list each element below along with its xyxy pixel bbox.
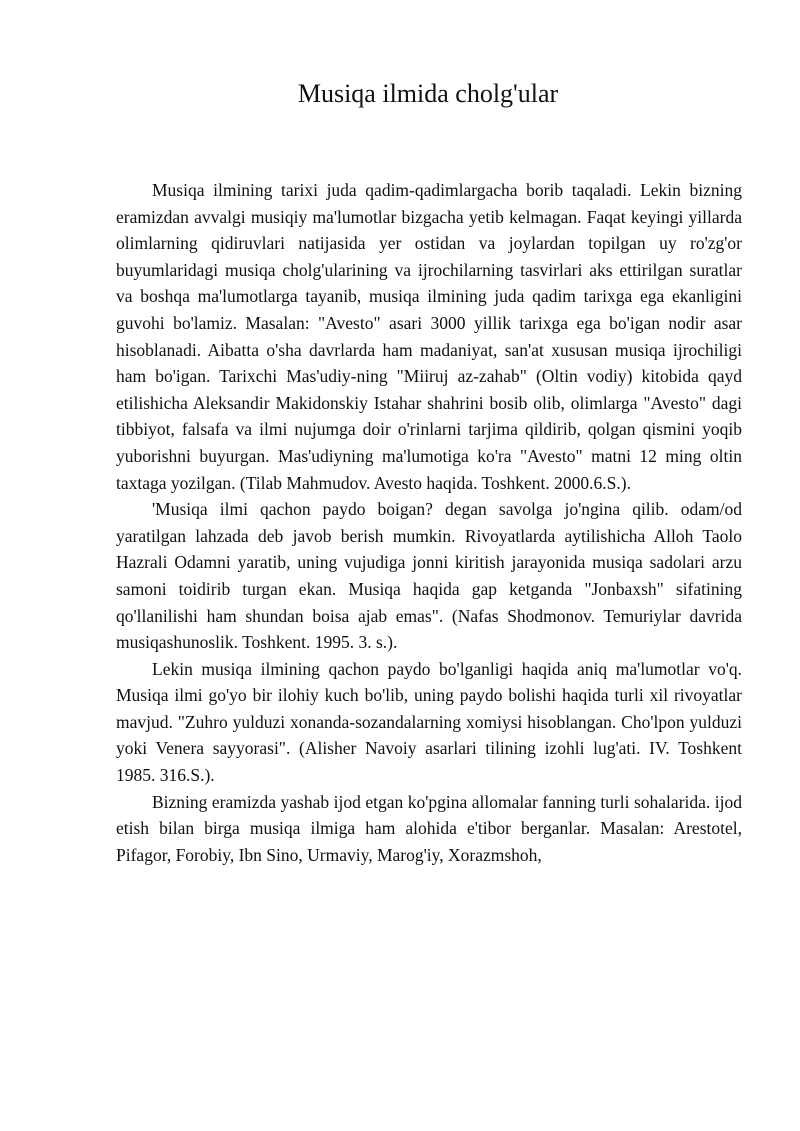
page-title: Musiqa ilmida cholg'ular xyxy=(297,79,559,108)
document-body xyxy=(116,177,742,868)
paragraph-history: Musiqa ilmining tarixi juda qadim-qadimlargacha borib taqaladi. Lekin bizning eramizdan avvalgi musiqiy ma'lumotlar bizgacha yetib kelmagan. Faqat keyingi yillarda olimlarning qidiruvlari natijasida yer ostidan va joylardan topilgan uy ro'zg'or buyumlaridagi musiqa cholg'ularining va ijrochilarning tasvirlari aks ettirilgan suratlar va boshqa ma'lumotlarga tayanib, musiqa ilmining juda qadim tarixga ega ekanligini guvohi bo'lamiz. Masalan: "Avesto" asari 3000 yillik tarixga ega bo'igan nodir asar hisoblanadi. Aibatta o'sha davrlarda ham madaniyat, san'at xususan musiqa ijrochiligi ham bo'igan. Tarixchi Mas'udiy-ning "Miiruj az-zahab" (Oltin vodiy) kitobida qayd etilishicha Aleksandir Makidonskiy Istahar shahrini bosib olib, olimlarga "Avesto" dagi tibbiyot, falsafa va ilmi nujumga doir o'rinlarni tarjima qildirib, qolgan qismini yoqib yuborishni buyurgan. Mas'udiyning ma'lumotiga ko'ra "Avesto" matni 12 ming oltin taxtaga yozilgan. (Tilab Mahmudov. Avesto haqida. Toshkent. 2000.6.S.). xyxy=(116,180,742,493)
paragraph-scholars: Bizning eramizda yashab ijod etgan ko'pgina allomalar fanning turli sohalarida. ijod etish bilan birga musiqa ilmiga ham alohida e'tibor berganlar. Masalan: Arestotel, Pifagor, Forobiy, Ibn Sino, Urmaviy, Marog'iy, Xorazmshoh, xyxy=(116,791,742,865)
paragraph-origin-question: 'Musiqa ilmi qachon paydo boigan? degan savolga jo'ngina qilib. odam/od yaratilgan lahzada deb javob berish mumkin. Rivoyatlarda aytilishicha Alloh Taolo Hazrali Odamni yaratib, uning vujudiga jonni kiritish jarayonida musiqa sadolari arzu samoni toidirib turgan ekan. Musiqa haqida gap ketganda "Jonbaxsh" sifatining qo'llanilishi ham shundan boisa ajab emas". (Nafas Shodmonov. Temuriylar davrida musiqashunoslik. Toshkent. 1995. 3. s.). xyxy=(116,499,742,653)
paragraph-legends: Lekin musiqa ilmining qachon paydo bo'lganligi haqida aniq ma'lumotlar vo'q. Musiqa ilmi go'yo bir ilohiy kuch bo'lib, uning paydo bolishi haqida turli xil rivoyatlar mavjud. "Zuhro yulduzi xonanda-sozandalarning xomiysi hisoblangan. Cho'lpon yulduzi yoki Venera sayyorasi". (Alisher Navoiy asarlari tilining izohli lug'ati. IV. Toshkent 1985. 316.S.). xyxy=(116,658,742,786)
